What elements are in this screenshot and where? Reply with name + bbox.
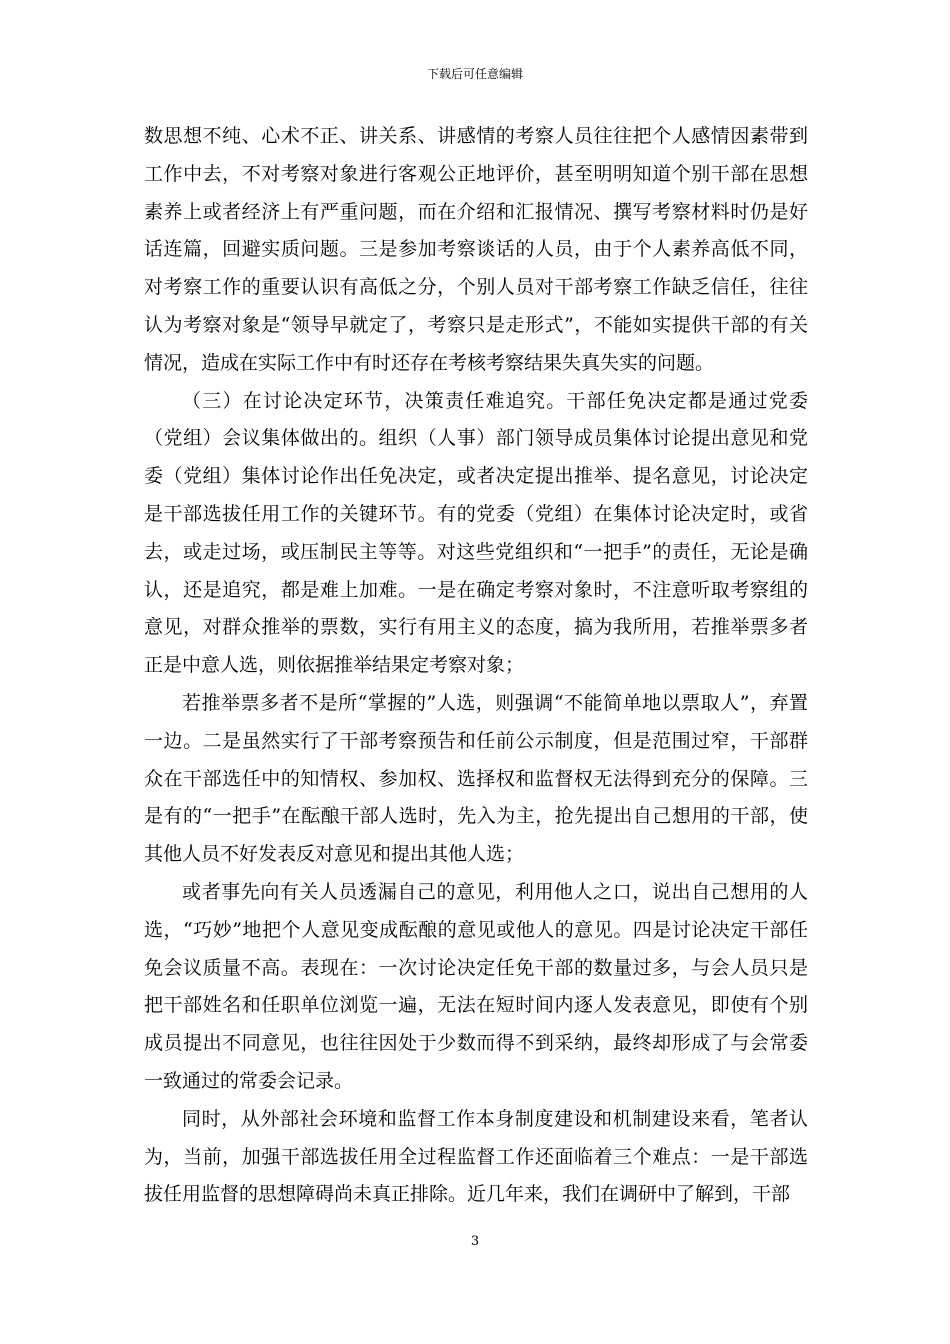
paragraph-1: 数思想不纯、心术不正、讲关系、讲感情的考察人员往往把个人感情因素带到工作中去，不对考察对象进行客观公正地评价，甚至明明知道个别干部在思想素养上或者经济上有严重问题，而在介绍和汇报情况、撰写考察材料时仍是好话连篇，回避实质问题。三是参加考察谈话的人员，由于个人素养高低不同，对考察工作的重要认识有高低之分，个别人员对干部考察工作缺乏信任，往往认为考察对象是“领导早就定了，考察只是走形式”，不能如实提供干部的有关情况，造成在实际工作中有时还存在考核考察结果失真失实的问题。	[144, 125, 808, 374]
paragraph-2: （三）在讨论决定环节，决策责任难追究。干部任免决定都是通过党委（党组）会议集体做出的。组织（人事）部门领导成员集体讨论提出意见和党委（党组）集体讨论作出任免决定，或者决定提出推举、提名意见，讨论决定是干部选拔任用工作的关键环节。有的党委（党组）在集体讨论决定时，或省去，或走过场，或压制民主等等。对这些党组织和“一把手”的责任，无论是确认，还是追究，都是难上加难。一是在确定考察对象时，不注意听取考察组的意见，对群众推举的票数，实行有用主义的态度，搞为我所用，若推举票多者正是中意人选，则依据推举结果定考察对象；	[144, 389, 808, 677]
page-number: 3	[470, 1234, 480, 1249]
paragraph-5: 同时，从外部社会环境和监督工作本身制度建设和机制建设来看，笔者认为，当前，加强干部选拔任用全过程监督工作还面临着三个难点：一是干部选拔任用监督的思想障碍尚未真正排除。近几年来，我们在调研中了解到，干部	[144, 1107, 808, 1206]
paragraph-4: 或者事先向有关人员透漏自己的意见，利用他人之口，说出自己想用的人选，“巧妙”地把个人意见变成酝酿的意见或他人的意见。四是讨论决定干部任免会议质量不高。表现在：一次讨论决定任免干部的数量过多，与会人员只是把干部姓名和任职单位浏览一遍，无法在短时间内逐人发表意见，即使有个别成员提出不同意见，也往往因处于少数而得不到采纳，最终却形成了与会常委一致通过的常委会记录。	[144, 880, 808, 1092]
paragraph-3: 若推举票多者不是所“掌握的”人选，则强调“不能简单地以票取人”，弃置一边。二是虽然实行了干部考察预告和任前公示制度，但是范围过窄，干部群众在干部选任中的知情权、参加权、选择权和监督权无法得到充分的保障。三是有的“一把手”在酝酿干部人选时，先入为主，抢先提出自己想用的干部，使其他人员不好发表反对意见和提出其他人选；	[144, 691, 808, 866]
page-header: 下载后可任意编辑	[426, 67, 523, 81]
document-body	[144, 118, 808, 1214]
